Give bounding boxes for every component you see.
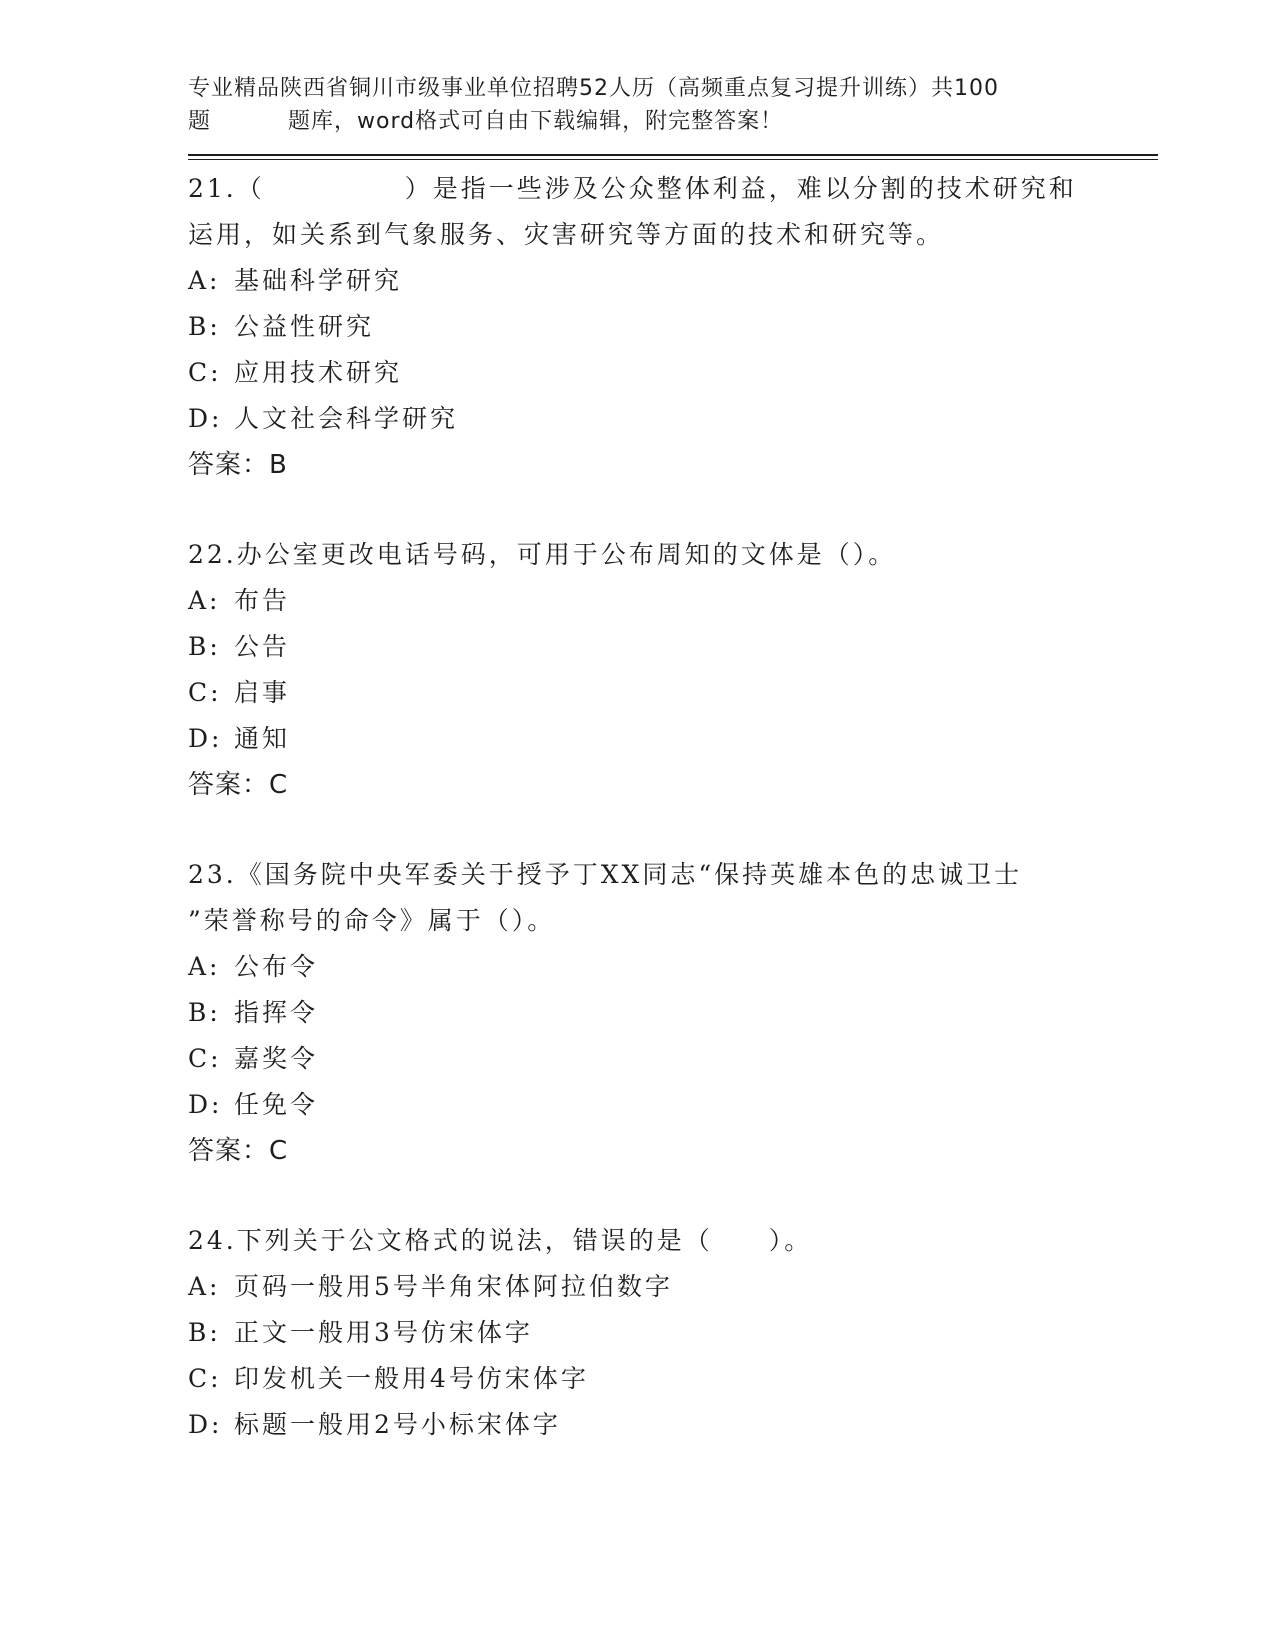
header-title-line2 [188, 105, 1158, 138]
option-c [188, 670, 1158, 716]
option-text: 标题一般用2号小标宋体字 [234, 1410, 561, 1439]
document-header [188, 72, 1158, 138]
option-key: A: [188, 266, 221, 295]
option-key: B: [188, 632, 221, 661]
header-title-line2-right: 题库，word格式可自由下载编辑，附完整答案！ [288, 109, 784, 134]
answer-text: 答案：C [188, 1136, 289, 1166]
header-title-line1: 专业精品陕西省铜川市级事业单位招聘52人历（高频重点复习提升训练）共100 [188, 76, 999, 101]
option-b [188, 624, 1158, 670]
option-key: D: [188, 1090, 223, 1119]
option-key: D: [188, 724, 223, 753]
question-text-line1: 23.《国务院中央军委关于授予丁XX同志“保持英雄本色的忠诚卫士 [188, 860, 1023, 889]
option-text: 公告 [234, 632, 291, 661]
option-key: C: [188, 358, 222, 387]
option-a [188, 258, 1158, 304]
option-text: 印发机关一般用4号仿宋体字 [234, 1364, 589, 1393]
option-a [188, 578, 1158, 624]
option-text: 公益性研究 [234, 312, 375, 341]
option-text: 指挥令 [234, 998, 319, 1027]
spacer [188, 1174, 1158, 1218]
option-d [188, 396, 1158, 442]
question-21 [188, 166, 1158, 488]
option-a [188, 944, 1158, 990]
option-d [188, 1082, 1158, 1128]
header-title-line2-left: 题 [188, 109, 212, 134]
option-key: A: [188, 1272, 221, 1301]
option-key: C: [188, 1044, 222, 1073]
question-22 [188, 532, 1158, 808]
option-text: 任免令 [234, 1090, 319, 1119]
spacer [188, 488, 1158, 532]
option-text: 通知 [234, 724, 291, 753]
option-b [188, 304, 1158, 350]
option-c [188, 1036, 1158, 1082]
document-page [188, 72, 1158, 1448]
option-text: 正文一般用3号仿宋体字 [234, 1318, 533, 1347]
spacer [188, 808, 1158, 852]
option-text: 人文社会科学研究 [234, 404, 459, 433]
option-a [188, 1264, 1158, 1310]
option-c [188, 1356, 1158, 1402]
option-text: 基础科学研究 [234, 266, 403, 295]
option-key: D: [188, 1410, 223, 1439]
option-c [188, 350, 1158, 396]
option-key: B: [188, 312, 221, 341]
option-key: A: [188, 952, 221, 981]
answer-text: 答案：C [188, 770, 289, 800]
header-rule-thin [188, 159, 1158, 160]
option-key: A: [188, 586, 221, 615]
option-b [188, 990, 1158, 1036]
option-key: B: [188, 1318, 221, 1347]
question-text-line2: 运用，如关系到气象服务、灾害研究等方面的技术和研究等。 [188, 220, 945, 249]
option-d [188, 716, 1158, 762]
option-text: 启事 [234, 678, 291, 707]
option-key: C: [188, 1364, 222, 1393]
header-rule-thick [188, 154, 1158, 156]
option-key: D: [188, 404, 223, 433]
option-text: 应用技术研究 [234, 358, 403, 387]
question-text-line1: 21.（ ）是指一些涉及公众整体利益，难以分割的技术研究和 [188, 174, 1077, 203]
question-24 [188, 1218, 1158, 1448]
option-key: C: [188, 678, 222, 707]
option-b [188, 1310, 1158, 1356]
question-text-line2: ”荣誉称号的命令》属于（）。 [188, 906, 556, 935]
option-text: 布告 [234, 586, 291, 615]
question-text-line1: 24.下列关于公文格式的说法，错误的是（ ）。 [188, 1226, 813, 1255]
answer-text: 答案：B [188, 450, 288, 480]
option-text: 嘉奖令 [234, 1044, 319, 1073]
option-d [188, 1402, 1158, 1448]
question-23 [188, 852, 1158, 1174]
option-text: 公布令 [234, 952, 319, 981]
option-key: B: [188, 998, 221, 1027]
option-text: 页码一般用5号半角宋体阿拉伯数字 [234, 1272, 673, 1301]
question-text-line1: 22.办公室更改电话号码，可用于公布周知的文体是（）。 [188, 540, 897, 569]
